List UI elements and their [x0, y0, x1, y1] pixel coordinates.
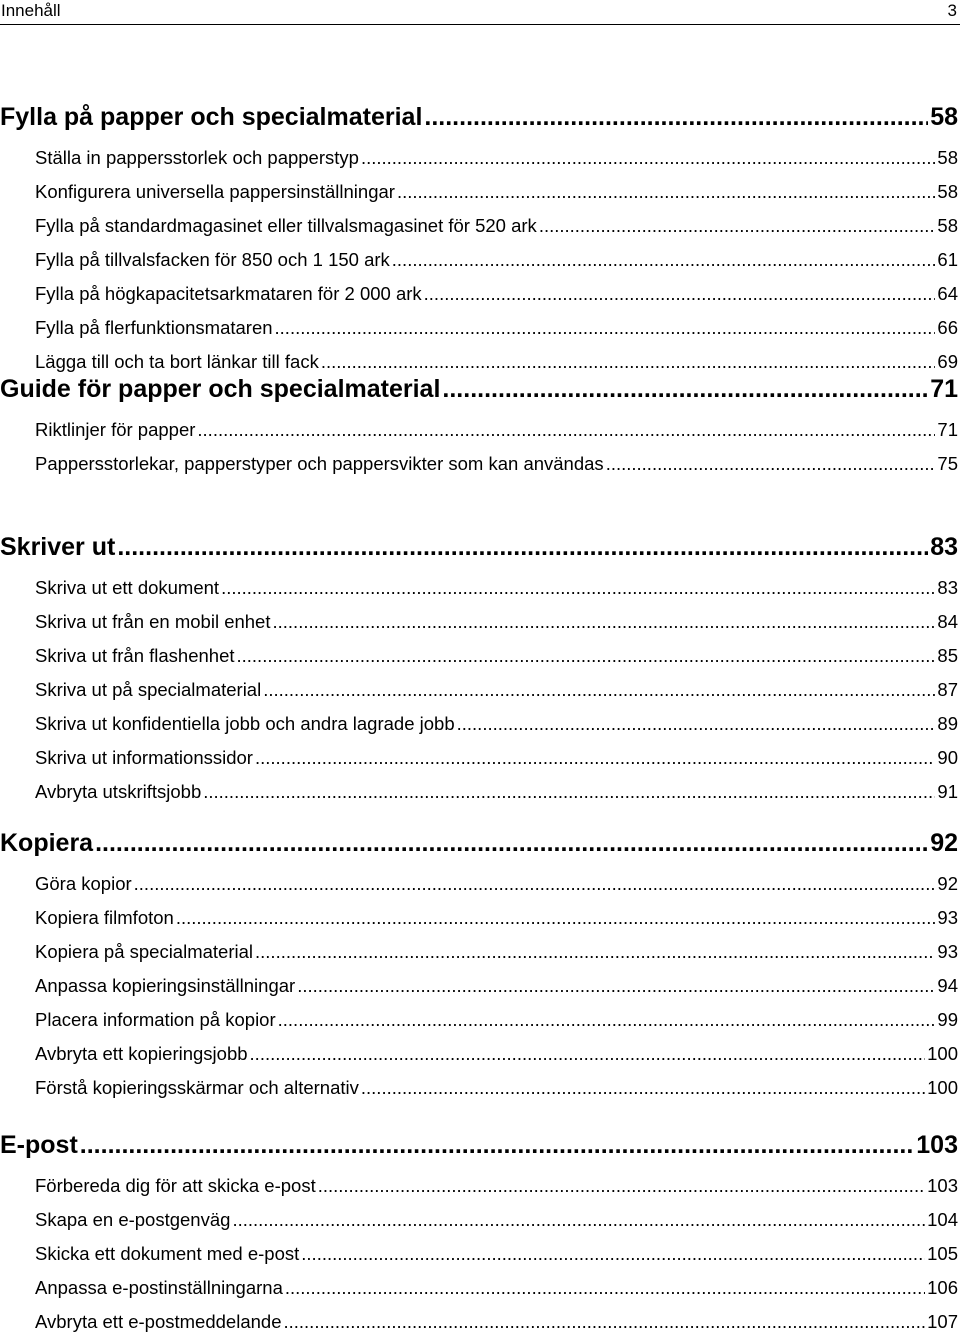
toc-section-entry[interactable]	[35, 939, 958, 965]
toc-entry-page-number: 100	[927, 1077, 958, 1098]
toc-section-entry[interactable]	[35, 145, 958, 171]
toc-section-entry[interactable]	[35, 1241, 958, 1267]
toc-section-entry[interactable]	[35, 247, 958, 273]
header-page-number: 3	[947, 1, 957, 20]
toc-entry-page-number: 58	[937, 181, 958, 202]
toc-section-entry[interactable]	[35, 1309, 958, 1335]
toc-entry-title: Guide för papper och specialmaterial	[0, 375, 441, 403]
toc-chapter-entry[interactable]	[0, 826, 958, 860]
toc-entry-title: Kopiera filmfoton	[35, 907, 174, 928]
toc-entry-page-number: 71	[930, 375, 958, 403]
toc-entry-page-number: 104	[927, 1209, 958, 1230]
dot-leader	[285, 1275, 925, 1301]
dot-leader	[297, 973, 935, 999]
toc-entry-title: Förstå kopieringsskärmar och alternativ	[35, 1077, 359, 1098]
dot-leader	[273, 609, 936, 635]
toc-entry-page-number: 71	[937, 419, 958, 440]
toc-entry-page-number: 75	[937, 453, 958, 474]
dot-leader	[397, 179, 935, 205]
toc-entry-page-number: 85	[937, 645, 958, 666]
dot-leader	[263, 677, 935, 703]
toc-entry-title: Skriva ut på specialmaterial	[35, 679, 262, 700]
toc-section-entry[interactable]	[35, 1075, 958, 1101]
toc-section-entry[interactable]	[35, 609, 958, 635]
toc-entry-page-number: 106	[927, 1277, 958, 1298]
toc-section-entry[interactable]	[35, 1173, 958, 1199]
dot-leader	[275, 315, 936, 341]
toc-entry-title: Fylla på högkapacitetsarkmataren för 2 000 ark	[35, 283, 422, 304]
toc-entry-page-number: 94	[937, 975, 958, 996]
toc-entry-title: Skriva ut konfidentiella jobb och andra lagrade jobb	[35, 713, 455, 734]
dot-leader	[197, 417, 935, 443]
toc-entry-title: Skriva ut från flashenhet	[35, 645, 235, 666]
toc-entry-page-number: 87	[937, 679, 958, 700]
toc-entry-page-number: 58	[937, 215, 958, 236]
toc-section-entry[interactable]	[35, 711, 958, 737]
toc-entry-page-number: 99	[937, 1009, 958, 1030]
toc-chapter-entry[interactable]	[0, 1128, 958, 1162]
toc-entry-title: Kopiera på specialmaterial	[35, 941, 254, 962]
toc-entry-page-number: 83	[937, 577, 958, 598]
toc-entry-title: Placera information på kopior	[35, 1009, 276, 1030]
toc-entry-title: Skicka ett dokument med e-post	[35, 1243, 300, 1264]
toc-section-entry[interactable]	[35, 779, 958, 805]
dot-leader	[134, 871, 936, 897]
toc-entry-title: Fylla på papper och specialmaterial	[0, 103, 423, 131]
dot-leader	[442, 372, 928, 406]
toc-entry-title: Skapa en e-postgenväg	[35, 1209, 231, 1230]
dot-leader	[232, 1207, 925, 1233]
dot-leader	[250, 1041, 926, 1067]
toc-entry-title: Anpassa e-postinställningarna	[35, 1277, 283, 1298]
toc-section-entry[interactable]	[35, 1207, 958, 1233]
toc-entry-title: Förbereda dig för att skicka e-post	[35, 1175, 316, 1196]
toc-section-entry[interactable]	[35, 417, 958, 443]
toc-section-entry[interactable]	[35, 643, 958, 669]
toc-section-entry[interactable]	[35, 451, 958, 477]
dot-leader	[424, 281, 936, 307]
toc-chapter-entry[interactable]	[0, 530, 958, 564]
toc-entry-title: Kopiera	[0, 829, 94, 857]
toc-section-entry[interactable]	[35, 905, 958, 931]
dot-leader	[457, 711, 936, 737]
toc-entry-page-number: 83	[930, 533, 958, 561]
toc-chapter-entry[interactable]	[0, 100, 958, 134]
toc-section-entry[interactable]	[35, 745, 958, 771]
toc-entry-title: Lägga till och ta bort länkar till fack	[35, 351, 319, 372]
dot-leader	[301, 1241, 925, 1267]
dot-leader	[539, 213, 936, 239]
toc-entry-page-number: 103	[916, 1131, 958, 1159]
toc-section-entry[interactable]	[35, 871, 958, 897]
dot-leader	[237, 643, 936, 669]
dot-leader	[283, 1309, 925, 1335]
dot-leader	[361, 1075, 925, 1101]
dot-leader	[117, 530, 928, 564]
toc-section-entry[interactable]	[35, 315, 958, 341]
toc-entry-page-number: 58	[930, 103, 958, 131]
toc-entry-title: Ställa in pappersstorlek och papperstyp	[35, 147, 359, 168]
toc-entry-page-number: 89	[937, 713, 958, 734]
toc-entry-page-number: 64	[937, 283, 958, 304]
toc-section-entry[interactable]	[35, 973, 958, 999]
toc-entry-title: Avbryta ett kopieringsjobb	[35, 1043, 248, 1064]
toc-section-entry[interactable]	[35, 575, 958, 601]
toc-entry-title: E-post	[0, 1131, 78, 1159]
toc-section-entry[interactable]	[35, 1041, 958, 1067]
header-section-title: Innehåll	[1, 1, 61, 20]
dot-leader	[606, 451, 936, 477]
toc-entry-page-number: 107	[927, 1311, 958, 1332]
page-header	[0, 0, 960, 25]
dot-leader	[318, 1173, 925, 1199]
dot-leader	[95, 826, 928, 860]
toc-entry-title: Skriva ut informationssidor	[35, 747, 253, 768]
toc-entry-page-number: 105	[927, 1243, 958, 1264]
toc-entry-page-number: 61	[937, 249, 958, 270]
toc-entry-title: Fylla på flerfunktionsmataren	[35, 317, 273, 338]
dot-leader	[176, 905, 936, 931]
toc-entry-page-number: 100	[927, 1043, 958, 1064]
toc-entry-page-number: 91	[937, 781, 958, 802]
dot-leader	[80, 1128, 915, 1162]
toc-entry-page-number: 103	[927, 1175, 958, 1196]
dot-leader	[361, 145, 935, 171]
dot-leader	[255, 745, 935, 771]
toc-section-entry[interactable]	[35, 677, 958, 703]
dot-leader	[203, 779, 935, 805]
toc-entry-page-number: 93	[937, 907, 958, 928]
toc-entry-page-number: 93	[937, 941, 958, 962]
toc-entry-page-number: 92	[930, 829, 958, 857]
dot-leader	[221, 575, 935, 601]
toc-section-entry[interactable]	[35, 213, 958, 239]
toc-entry-title: Fylla på tillvalsfacken för 850 och 1 150 ark	[35, 249, 390, 270]
toc-entry-page-number: 66	[937, 317, 958, 338]
toc-section-entry[interactable]	[35, 1275, 958, 1301]
toc-entry-title: Fylla på standardmagasinet eller tillvalsmagasinet för 520 ark	[35, 215, 537, 236]
toc-entry-title: Pappersstorlekar, papperstyper och pappersvikter som kan användas	[35, 453, 604, 474]
toc-entry-title: Skriver ut	[0, 533, 116, 561]
toc-section-entry[interactable]	[35, 179, 958, 205]
dot-leader	[424, 100, 928, 134]
toc-entry-title: Konfigurera universella pappersinställningar	[35, 181, 395, 202]
dot-leader	[255, 939, 935, 965]
toc-entry-title: Skriva ut ett dokument	[35, 577, 220, 598]
toc-entry-title: Riktlinjer för papper	[35, 419, 196, 440]
toc-entry-page-number: 90	[937, 747, 958, 768]
toc-section-entry[interactable]	[35, 281, 958, 307]
dot-leader	[278, 1007, 936, 1033]
toc-entry-page-number: 58	[937, 147, 958, 168]
dot-leader	[392, 247, 936, 273]
toc-entry-title: Skriva ut från en mobil enhet	[35, 611, 271, 632]
toc-entry-page-number: 92	[937, 873, 958, 894]
toc-entry-title: Anpassa kopieringsinställningar	[35, 975, 296, 996]
toc-entry-title: Avbryta utskriftsjobb	[35, 781, 202, 802]
toc-entry-page-number: 69	[937, 351, 958, 372]
toc-entry-page-number: 84	[937, 611, 958, 632]
toc-section-entry[interactable]	[35, 1007, 958, 1033]
toc-entry-title: Avbryta ett e-postmeddelande	[35, 1311, 282, 1332]
toc-chapter-entry[interactable]	[0, 372, 958, 406]
toc-entry-title: Göra kopior	[35, 873, 132, 894]
